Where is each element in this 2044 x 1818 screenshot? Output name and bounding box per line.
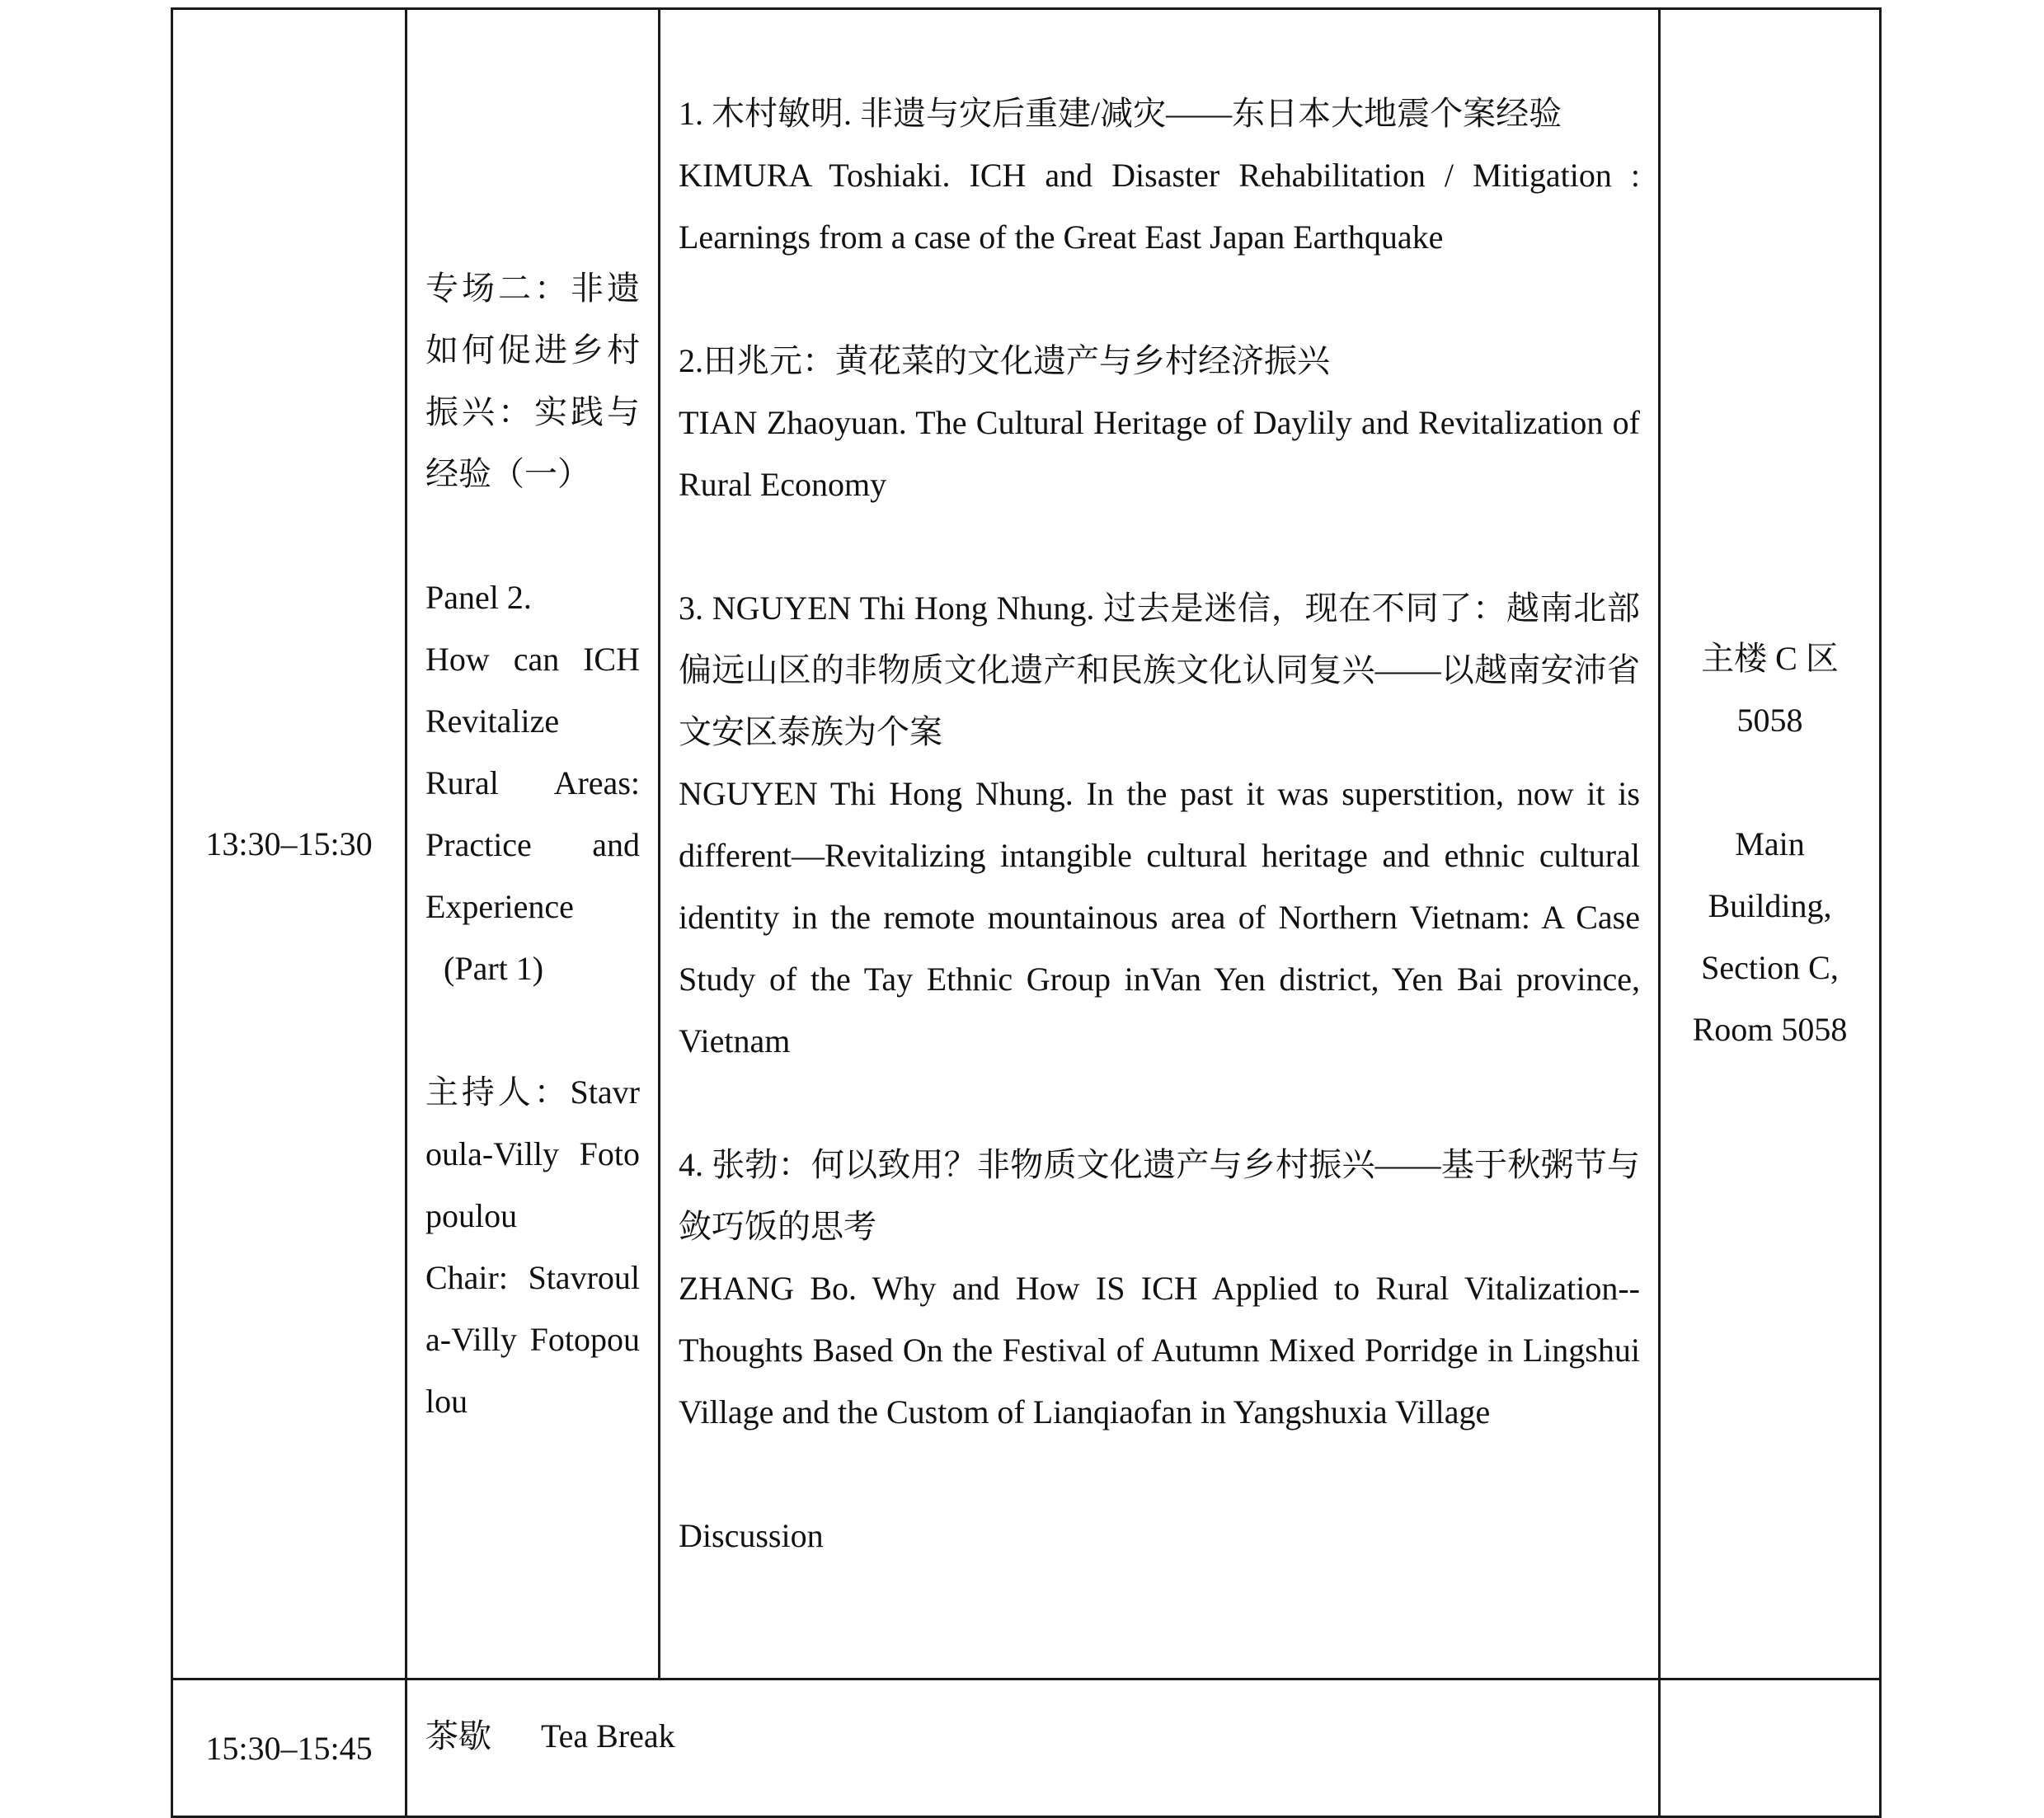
session-row <box>172 9 1881 1679</box>
panel-title-en-number: Panel 2. <box>425 579 532 616</box>
venue-en-3: Section C, <box>1701 949 1839 986</box>
chair-cn: 主持人：Stavroula-Villy Fotopoulou <box>425 1073 640 1234</box>
break-venue-cell <box>1660 1679 1881 1817</box>
time-cell <box>172 9 406 1679</box>
panel-cell <box>406 9 660 1679</box>
session-time: 13:30–15:30 <box>205 825 373 862</box>
schedule-table <box>171 7 1882 1818</box>
break-label-en: Tea Break <box>541 1717 675 1755</box>
panel-title-cn: 专场二：非遗如何促进乡村振兴：实践与经验（一） <box>425 270 640 492</box>
panel-title-en-part: (Part 1) <box>444 950 544 987</box>
venue-cn-2: 5058 <box>1736 702 1803 739</box>
venue-en-1: Main <box>1735 825 1805 862</box>
break-label-cn: 茶歇 <box>425 1717 491 1755</box>
paper-1-cn: 1. 木村敏明. 非遗与灾后重建/减灾——东日本大地震个案经验 <box>679 95 1562 132</box>
venue-en-2: Building, <box>1708 887 1832 924</box>
break-time-cell <box>172 1679 406 1817</box>
break-cell <box>406 1679 1660 1817</box>
chair-en: Chair: Stavroula-Villy Fotopoulou <box>425 1259 640 1420</box>
venue-cn-1: 主楼 C 区 <box>1701 640 1839 677</box>
paper-2-cn: 2.田兆元：黄花菜的文化遗产与乡村经济振兴 <box>679 342 1330 379</box>
paper-4-cn: 4. 张勃：何以致用？非物质文化遗产与乡村振兴——基于秋粥节与敛巧饭的思考 <box>679 1146 1640 1245</box>
papers-cell <box>660 9 1660 1679</box>
paper-3-cn: 3. NGUYEN Thi Hong Nhung. 过去是迷信，现在不同了：越南北部偏远山区的非物质文化遗产和民族文化认同复兴——以越南安沛省文安区泰族为个案 <box>679 590 1640 750</box>
paper-1-en: KIMURA Toshiaki. ICH and Disaster Rehabilitation / Mitigation : Learnings from a case of the Great East Japan Earthquake <box>679 157 1640 256</box>
paper-3-en: NGUYEN Thi Hong Nhung. In the past it was superstition, now it is different—Revitalizing intangible cultural heritage and ethnic cultural identity in the remote mountainous area of Northern Vietnam: A Case Study of the Tay Ethnic Group inVan Yen district, Yen Bai province, Vietnam <box>679 775 1640 1059</box>
venue-cell <box>1660 9 1881 1679</box>
discussion-label: Discussion <box>679 1517 824 1554</box>
paper-2-en: TIAN Zhaoyuan. The Cultural Heritage of Daylily and Revitalization of Rural Economy <box>679 404 1640 503</box>
break-time: 15:30–15:45 <box>205 1729 373 1767</box>
panel-title-en: How can ICH Revitalize Rural Areas: Practice and Experience <box>425 641 640 925</box>
venue-en-4: Room 5058 <box>1692 1011 1848 1048</box>
paper-4-en: ZHANG Bo. Why and How IS ICH Applied to Rural Vitalization-- Thoughts Based On the Festival of Autumn Mixed Porridge in Lingshui Village and the Custom of Lianqiaofan in Yangshuxia Village <box>679 1270 1640 1430</box>
break-row <box>172 1679 1881 1817</box>
